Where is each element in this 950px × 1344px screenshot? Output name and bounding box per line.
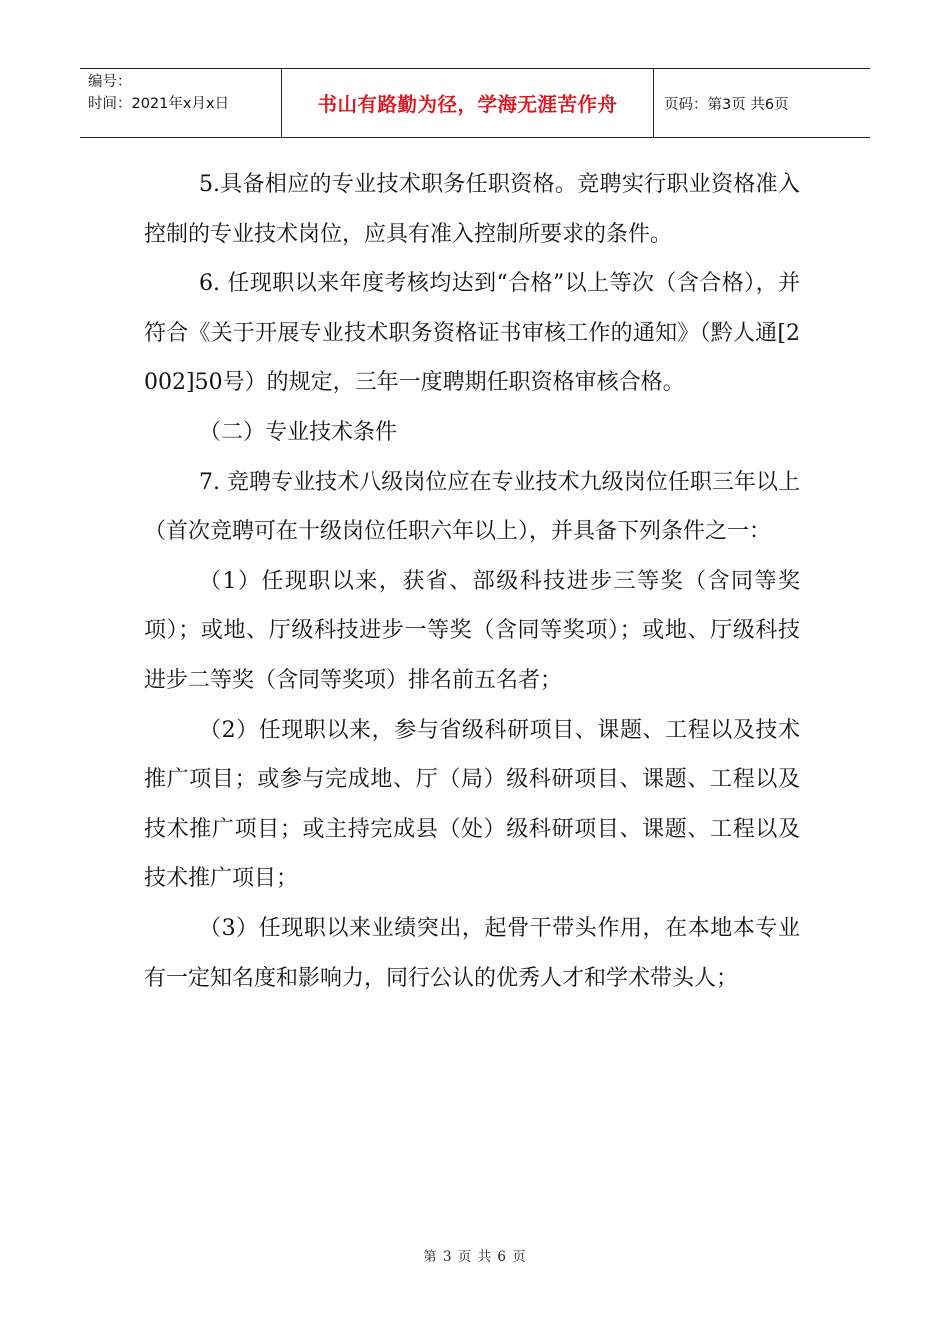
- page-footer: 第 3 页 共 6 页: [423, 1249, 527, 1265]
- section-heading-technical-conditions: （二）专业技术条件: [199, 419, 398, 445]
- paragraph-condition-3: （3）任现职以来业绩突出，起骨干带头作用，在本地本专业有一定知名度和影响力，同行公认的优秀人才和学术带头人；: [144, 915, 800, 991]
- document-number-label: 编号：: [88, 74, 132, 90]
- header-page-info: 页码：第3页 共6页: [664, 96, 789, 113]
- page-header: [80, 68, 870, 138]
- document-date: 时间：2021年x月x日: [88, 96, 230, 112]
- paragraph-condition-1: （1）任现职以来，获省、部级科技进步三等奖（含同等奖项）；或地、厅级科技进步一等奖（含同等奖项）；或地、厅级科技进步二等奖（含同等奖项）排名前五名者；: [144, 568, 800, 693]
- document-body: [144, 160, 800, 1003]
- paragraph-item-5: 5.具备相应的专业技术职务任职资格。竞聘实行职业资格准入控制的专业技术岗位，应具有准入控制所要求的条件。: [144, 172, 800, 247]
- header-motto: 书山有路勤为径，学海无涯苦作舟: [282, 69, 654, 137]
- paragraph-item-6: 6. 任现职以来年度考核均达到“合格”以上等次（含合格），并符合《关于开展专业技术职务资格证书审核工作的通知》（黔人通[2002]50号）的规定，三年一度聘期任职资格审核合格。: [144, 271, 800, 396]
- paragraph-item-7: 7. 竞聘专业技术八级岗位应在专业技术九级岗位任职三年以上（首次竞聘可在十级岗位任职六年以上），并具备下列条件之一：: [144, 469, 800, 545]
- paragraph-condition-2: （2）任现职以来，参与省级科研项目、课题、工程以及技术推广项目；或参与完成地、厅（局）级科研项目、课题、工程以及技术推广项目；或主持完成县（处）级科研项目、课题、工程以及技术推广项目；: [144, 717, 800, 892]
- header-meta: [80, 69, 282, 137]
